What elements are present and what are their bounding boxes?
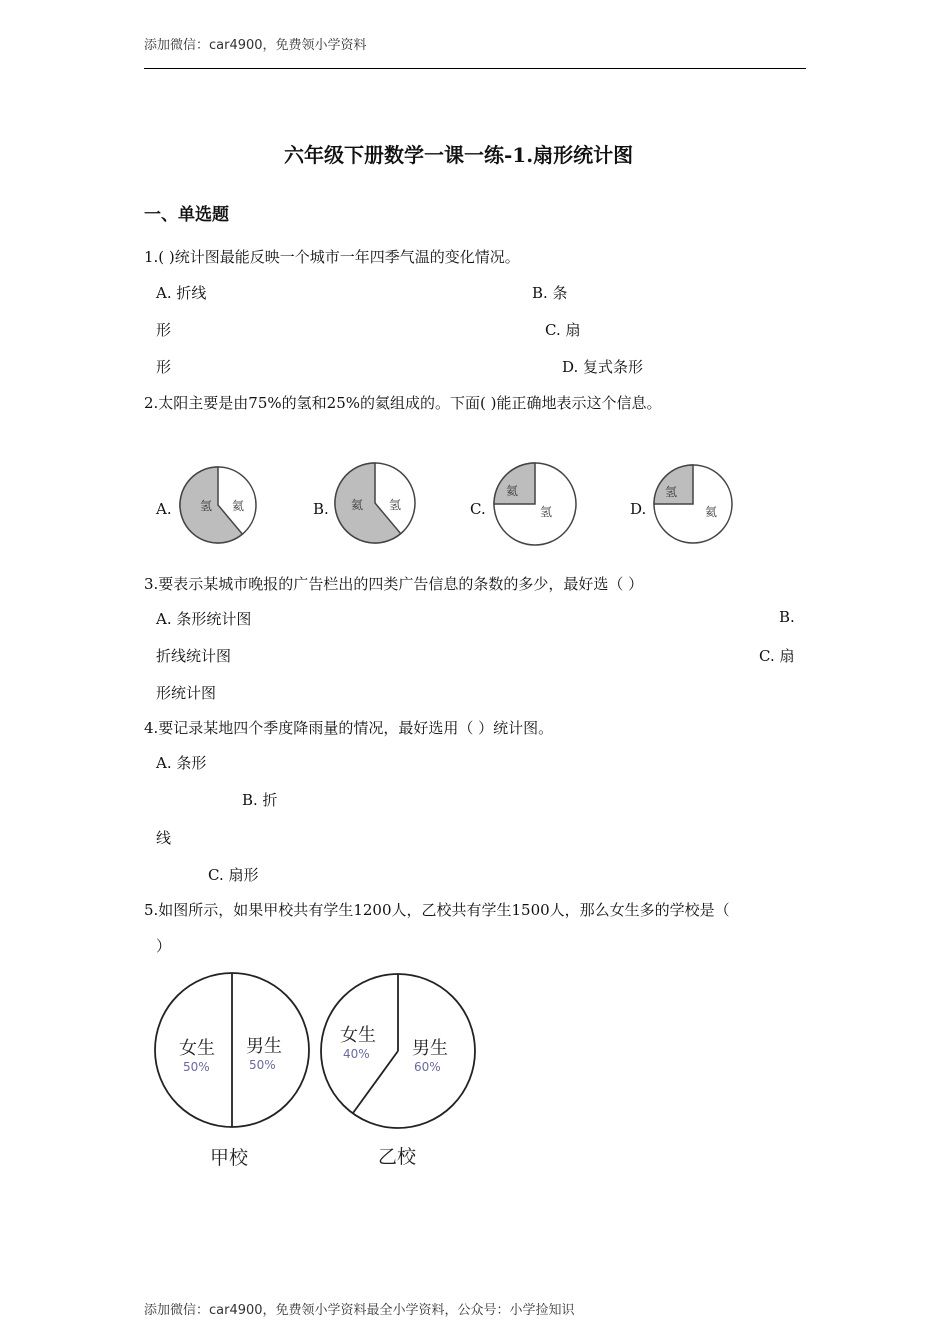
question-3-option-b-cont[interactable]: 折线统计图 [156,647,232,665]
school-a-girls-pct: 50% [183,1060,210,1074]
pie-a-helium-label: 氦 [232,499,245,513]
pie-d-hydrogen-label: 氢 [665,485,678,499]
school-a-boys-pct: 50% [249,1058,276,1072]
question-4-option-a[interactable]: A. 条形 [156,754,207,772]
pie-c-hydrogen-label: 氢 [540,505,553,519]
question-2-option-d-pie[interactable] [651,463,735,547]
pie-c-helium-label: 氦 [506,484,519,498]
question-4-option-b[interactable]: B. 折 [242,791,278,809]
school-b-pie [321,974,475,1128]
question-3-option-a[interactable]: A. 条形统计图 [156,610,252,628]
footer-text: 添加微信：car4900，免费领小学资料最全小学资料，公众号：小学捡知识 [144,1303,575,1318]
school-a-boys-label: 男生 [246,1036,282,1057]
question-1-option-b-cont[interactable]: 形 [156,321,172,339]
question-1-option-a[interactable]: A. 折线 [156,284,207,302]
question-4-option-c[interactable]: C. 扇形 [208,866,259,884]
question-3-stem: 3.要表示某城市晚报的广告栏出的四类广告信息的条数的多少，最好选（ ） [144,575,644,593]
question-2-stem: 2.太阳主要是由75%的氢和25%的氦组成的。下面( )能正确地表示这个信息。 [144,394,662,412]
question-1-option-b[interactable]: B. 条 [532,284,568,302]
question-2-option-b-label[interactable]: B. [313,500,329,518]
header-text: 添加微信：car4900，免费领小学资料 [144,38,367,53]
question-2-option-d-label[interactable]: D. [630,500,647,518]
question-3-option-b[interactable]: B. [779,608,795,626]
question-2-option-c-label[interactable]: C. [470,500,486,518]
pie-d-helium-label: 氦 [705,505,718,519]
school-b-boys-label: 男生 [412,1038,448,1059]
school-b-girls-label: 女生 [340,1025,376,1046]
question-3-option-c-cont[interactable]: 形统计图 [156,684,217,702]
section-heading: 一、单选题 [144,205,229,225]
school-b-girls-pct: 40% [343,1047,370,1061]
question-2-option-a-pie[interactable] [178,465,262,549]
pie-a-hydrogen-label: 氢 [200,499,213,513]
pie-b-hydrogen-label: 氢 [389,498,402,512]
question-2-option-b-pie[interactable] [333,461,421,549]
question-1-option-c-cont[interactable]: 形 [156,358,172,376]
question-4-stem: 4.要记录某地四个季度降雨量的情况，最好选用（ ）统计图。 [144,719,554,737]
question-1-option-c[interactable]: C. 扇 [545,321,581,339]
question-5-school-charts [150,968,486,1168]
question-5-stem: 5.如图所示，如果甲校共有学生1200人，乙校共有学生1500人，那么女生多的学校是（ [144,901,730,919]
question-1-option-d[interactable]: D. 复式条形 [562,358,644,376]
question-1-stem: 1.( )统计图最能反映一个城市一年四季气温的变化情况。 [144,248,520,266]
question-2-option-c-pie[interactable] [492,461,580,549]
question-3-option-c[interactable]: C. 扇 [759,647,795,665]
header-rule [144,68,806,69]
school-a-girls-label: 女生 [179,1038,215,1059]
school-a-pie [155,973,309,1127]
question-2-option-a-label[interactable]: A. [156,500,172,518]
question-4-option-b-cont[interactable]: 线 [156,829,172,847]
question-5-stem-end: ） [156,937,172,955]
school-b-boys-pct: 60% [414,1060,441,1074]
page-title: 六年级下册数学一课一练-1.扇形统计图 [284,143,634,167]
school-b-name: 乙校 [378,1146,417,1168]
school-a-name: 甲校 [210,1147,249,1168]
pie-b-helium-label: 氦 [351,498,364,512]
